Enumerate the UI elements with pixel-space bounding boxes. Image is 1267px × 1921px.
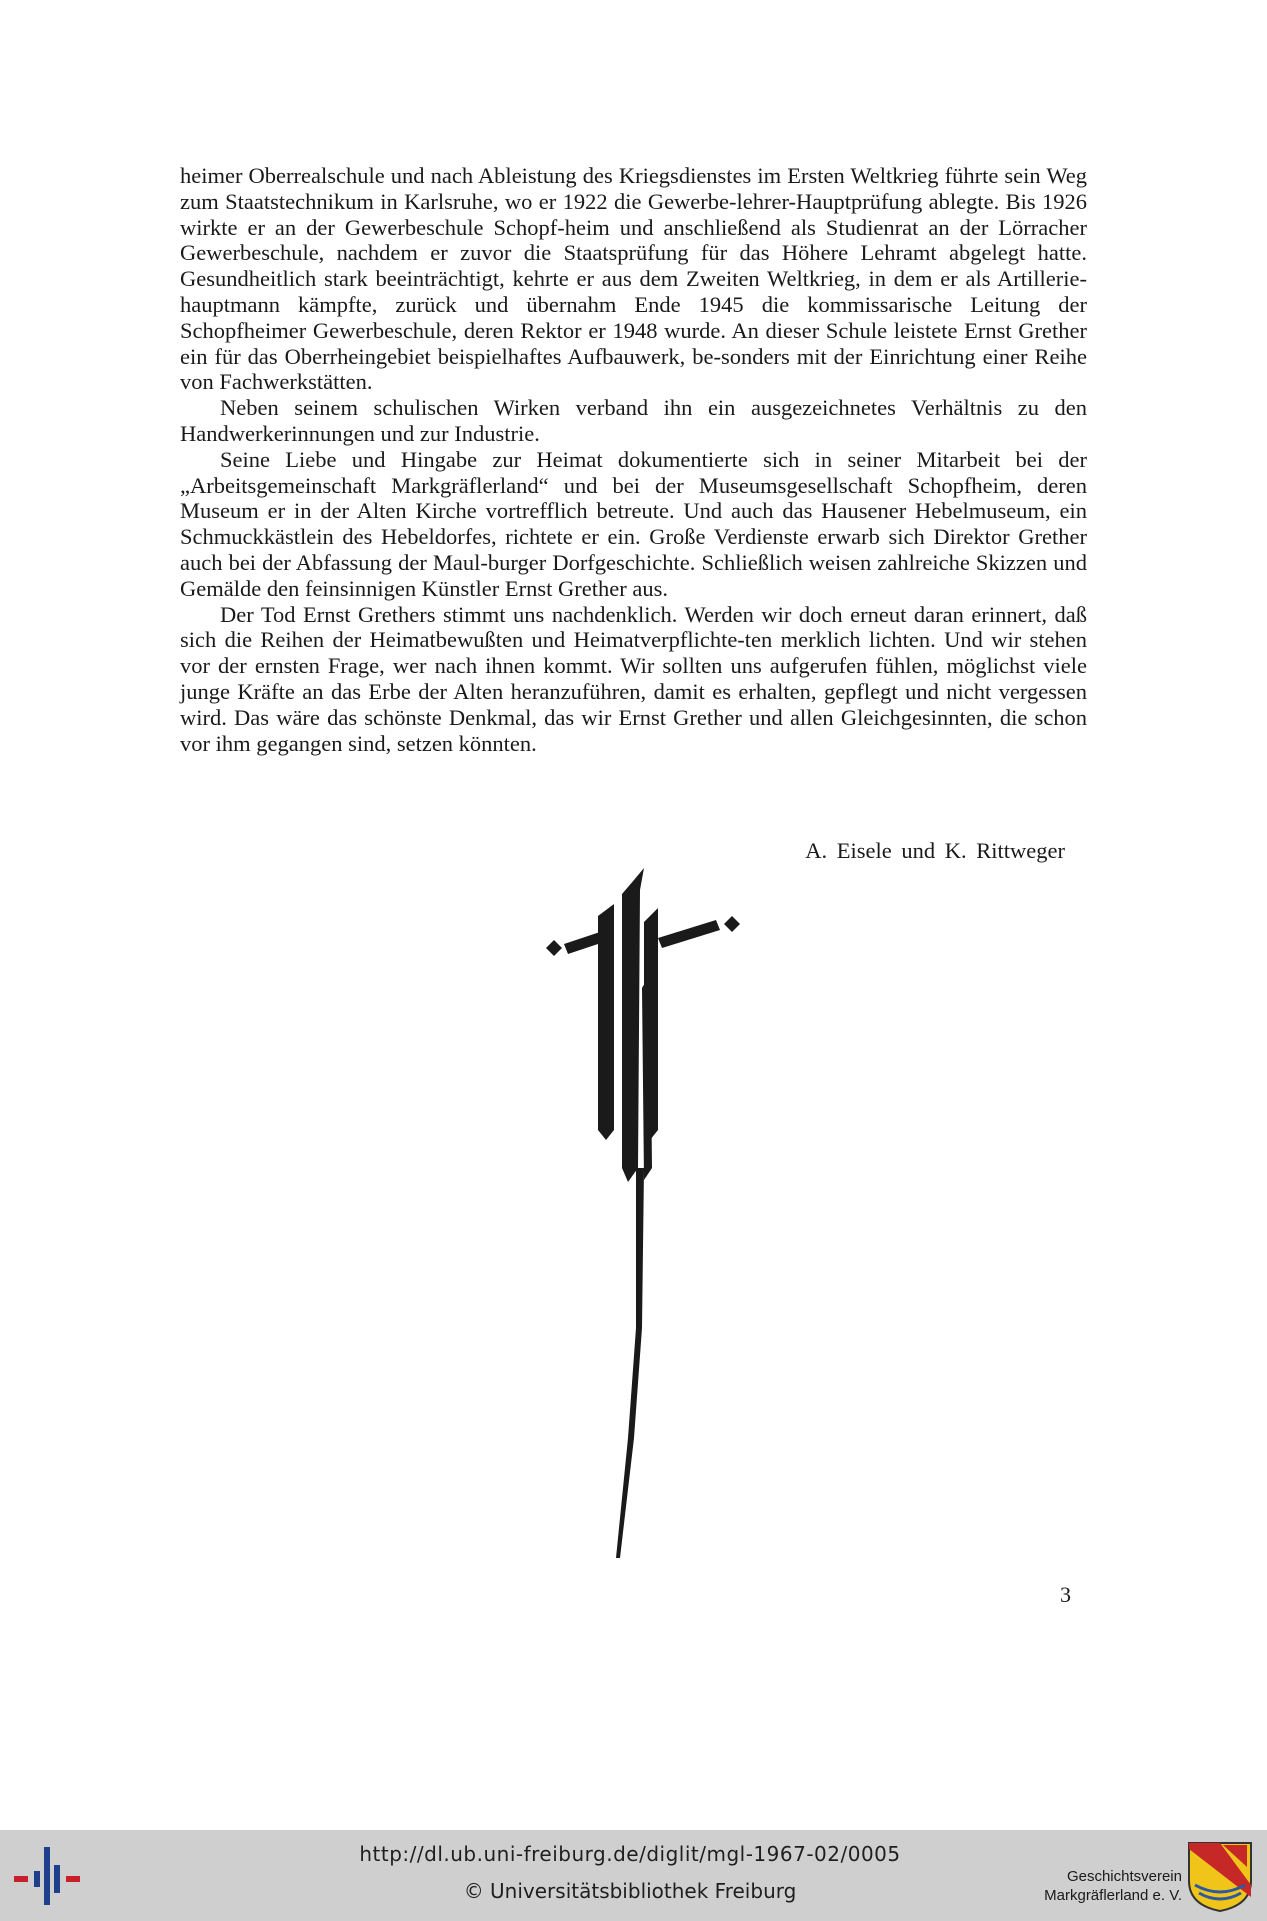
paragraph-3: Seine Liebe und Hingabe zur Heimat dokumentierte sich in seiner Mitarbeit bei der „Arbeitsgemeinschaft Markgräflerland“ und bei der Museumsgesellschaft Schopfheim, deren Museum er in der Alten Kirche vortrefflich betreute. Und auch das Hausener Hebelmuseum, ein Schmuckkästlein des Hebeldorfes, richtete er ein. Große Verdienste erwarb sich Direktor Grether auch bei der Abfassung der Maul-burger Dorfgeschichte. Schließlich weisen zahlreiche Skizzen und Gemälde den feinsinnigen Künstler Ernst Grether aus. (180, 446, 1087, 601)
source-url-link[interactable]: http://dl.ub.uni-freiburg.de/diglit/mgl-1967-02/0005 (359, 1842, 901, 1866)
paragraph-2: Neben seinem schulischen Wirken verband ihn ein ausgezeichnetes Verhältnis zu den Handwerkerinnungen und zur Industrie. (180, 395, 1087, 446)
society-name-line1: Geschichtsverein (1066, 1868, 1182, 1885)
library-footer (0, 1830, 1267, 1921)
calligraphic-cross-ornament-icon (540, 868, 740, 1558)
society-name-line2: Markgräflerland e. V. (1044, 1887, 1182, 1904)
society-name (1000, 1867, 1182, 1905)
coat-of-arms-icon[interactable] (1187, 1841, 1253, 1913)
paragraph-1: heimer Oberrealschule und nach Ableistung des Kriegsdienstes im Ersten Weltkrieg führte sein Weg zum Staatstechnikum in Karlsruhe, wo er 1922 die Gewerbe-lehrer-Hauptprüfung ablegte. Bis 1926 wirkte er an der Gewerbeschule Schopf-heim und anschließend als Studienrat an der Lörracher Gewerbeschule, nachdem er zuvor die Staatsprüfung für das Höhere Lehramt abgelegt hatte. Gesundheitlich stark beeinträchtigt, kehrte er aus dem Zweiten Weltkrieg, in dem er als Artillerie-hauptmann kämpfte, zurück und übernahm Ende 1945 die kommissarische Leitung der Schopfheimer Gewerbeschule, deren Rektor er 1948 wurde. An dieser Schule leistete Ernst Grether ein für das Oberrheingebiet beispielhaftes Aufbauwerk, be-sonders mit der Einrichtung einer Reihe von Fachwerkstätten. (180, 163, 1087, 395)
paragraph-4: Der Tod Ernst Grethers stimmt uns nachdenklich. Werden wir doch erneut daran erinnert, daß sich die Reihen der Heimatbewußten und Heimatverpflichte-ten merklich lichten. Und wir stehen vor der ernsten Frage, wer nach ihnen kommt. Wir sollten uns aufgerufen fühlen, möglichst viele junge Kräfte an das Erbe der Alten heranzuführen, damit es erhalten, gepflegt und nicht vergessen wird. Das wäre das schönste Denkmal, das wir Ernst Grether und allen Gleichgesinnten, die schon vor ihm gegangen sind, setzen könnten. (180, 601, 1087, 756)
page-number: 3 (1060, 1582, 1071, 1607)
copyright-text: © Universitätsbibliothek Freiburg (463, 1879, 797, 1903)
obituary-text (180, 163, 1087, 756)
ub-freiburg-logo-icon[interactable] (14, 1843, 80, 1909)
author-signature: A. Eisele und K. Rittweger (805, 838, 1065, 863)
